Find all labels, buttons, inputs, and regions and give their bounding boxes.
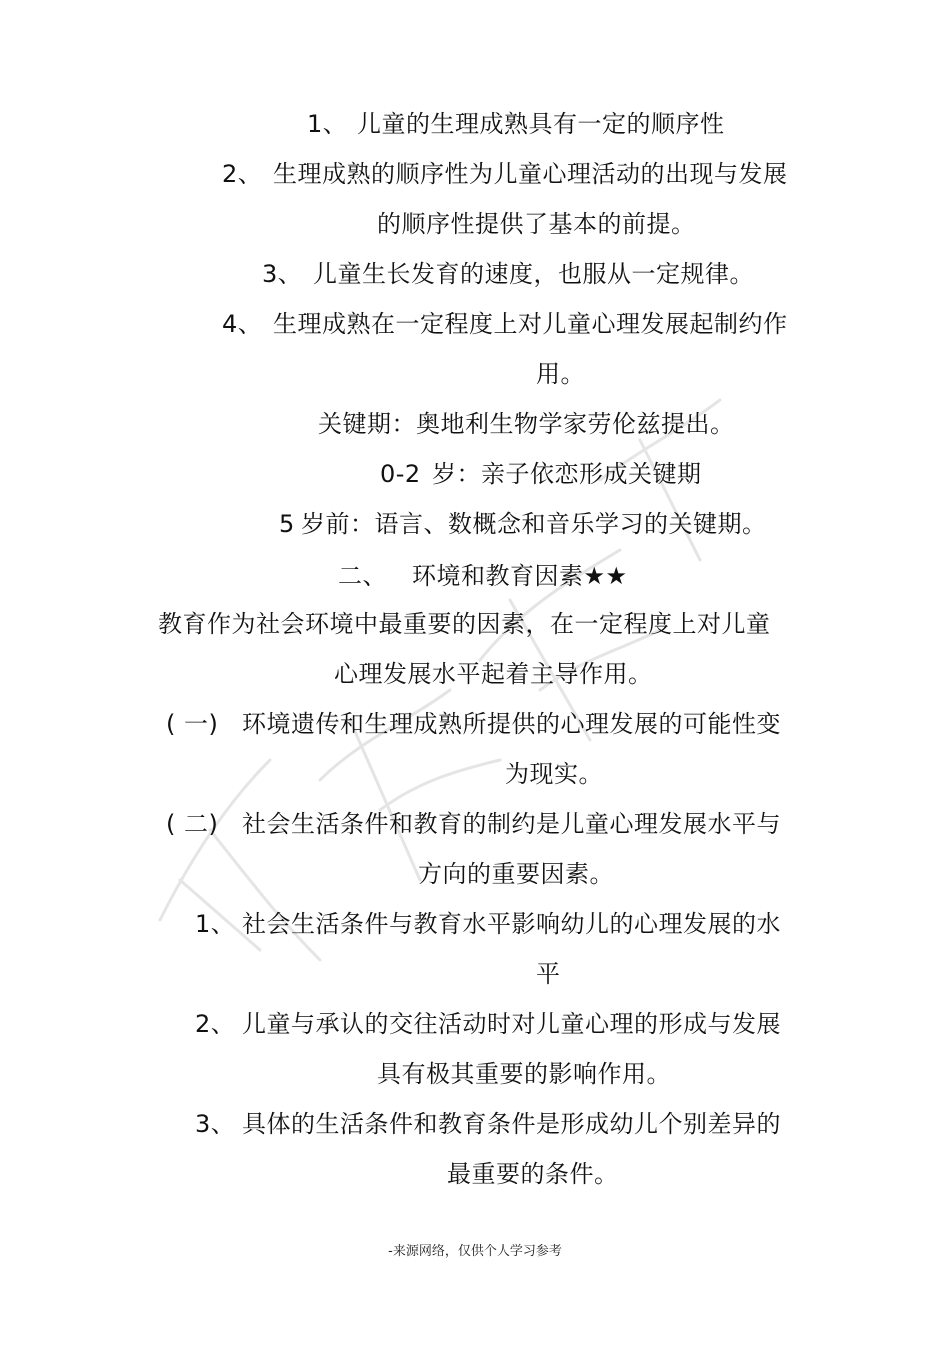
line-text: 心理发展水平起着主导作用。 — [334, 660, 653, 688]
line-text: 方向的重要因素。 — [418, 860, 614, 888]
line-text: 儿童生长发育的速度，也服从一定规律。 — [313, 260, 754, 288]
line-text: 社会生活条件和教育的制约是儿童心理发展水平与 — [242, 810, 781, 838]
text-line-2 — [222, 154, 788, 194]
item-number: 5 — [279, 510, 295, 538]
line-text: 为现实。 — [505, 760, 603, 788]
text-line-22 — [447, 1154, 619, 1194]
item-number: 1、 — [195, 910, 236, 938]
item-number: 2、 — [222, 160, 263, 188]
line-text: 平 — [536, 960, 561, 988]
page-footer: -来源网络，仅供个人学习参考 — [388, 1244, 562, 1259]
section-title: 环境和教育因素★★ — [412, 562, 628, 590]
text-line-16 — [418, 854, 614, 894]
line-text: 具有极其重要的影响作用。 — [377, 1060, 671, 1088]
subsection-number: ( 一) — [166, 710, 219, 738]
item-number: 3、 — [195, 1110, 236, 1138]
line-text: 生理成熟的顺序性为儿童心理活动的出现与发展 — [273, 160, 788, 188]
line-text: 最重要的条件。 — [447, 1160, 619, 1188]
line-text: 岁前：语言、数概念和音乐学习的关键期。 — [301, 510, 767, 538]
text-line-17 — [195, 904, 781, 944]
line-text: 用。 — [536, 360, 585, 388]
text-line-13 — [166, 704, 781, 744]
text-line-3 — [377, 204, 696, 244]
text-line-5 — [222, 304, 788, 344]
line-text: 社会生活条件与教育水平影响幼儿的心理发展的水 — [242, 910, 781, 938]
text-line-19 — [195, 1004, 781, 1044]
text-line-18 — [536, 954, 561, 994]
text-line-4 — [262, 254, 754, 294]
text-line-1 — [307, 104, 725, 144]
text-line-11 — [158, 604, 771, 644]
text-line-20 — [377, 1054, 671, 1094]
line-text: 教育作为社会环境中最重要的因素，在一定程度上对儿童 — [158, 610, 771, 638]
item-number: 1、 — [307, 110, 348, 138]
section-number: 二、 — [338, 562, 387, 590]
text-line-21 — [195, 1104, 781, 1144]
text-line-14 — [505, 754, 603, 794]
text-line-9 — [279, 504, 767, 544]
line-text: 儿童与承认的交往活动时对儿童心理的形成与发展 — [242, 1010, 781, 1038]
section-heading-2 — [338, 556, 628, 596]
text-line-8 — [380, 454, 702, 494]
text-line-15 — [166, 804, 781, 844]
text-line-6 — [536, 354, 585, 394]
line-text: 具体的生活条件和教育条件是形成幼儿个别差异的 — [242, 1110, 781, 1138]
item-number: 0-2 — [380, 460, 421, 488]
line-text: 关键期：奥地利生物学家劳伦兹提出。 — [318, 410, 735, 438]
item-number: 2、 — [195, 1010, 236, 1038]
text-line-12 — [334, 654, 653, 694]
line-text: 生理成熟在一定程度上对儿童心理发展起制约作 — [273, 310, 788, 338]
subsection-number: ( 二) — [166, 810, 219, 838]
line-text: 环境遗传和生理成熟所提供的心理发展的可能性变 — [242, 710, 781, 738]
line-text: 的顺序性提供了基本的前提。 — [377, 210, 696, 238]
item-number: 4、 — [222, 310, 263, 338]
line-text: 儿童的生理成熟具有一定的顺序性 — [357, 110, 725, 138]
item-number: 3、 — [262, 260, 303, 288]
text-line-7 — [318, 404, 735, 444]
line-text: 岁：亲子依恋形成关键期 — [432, 460, 702, 488]
